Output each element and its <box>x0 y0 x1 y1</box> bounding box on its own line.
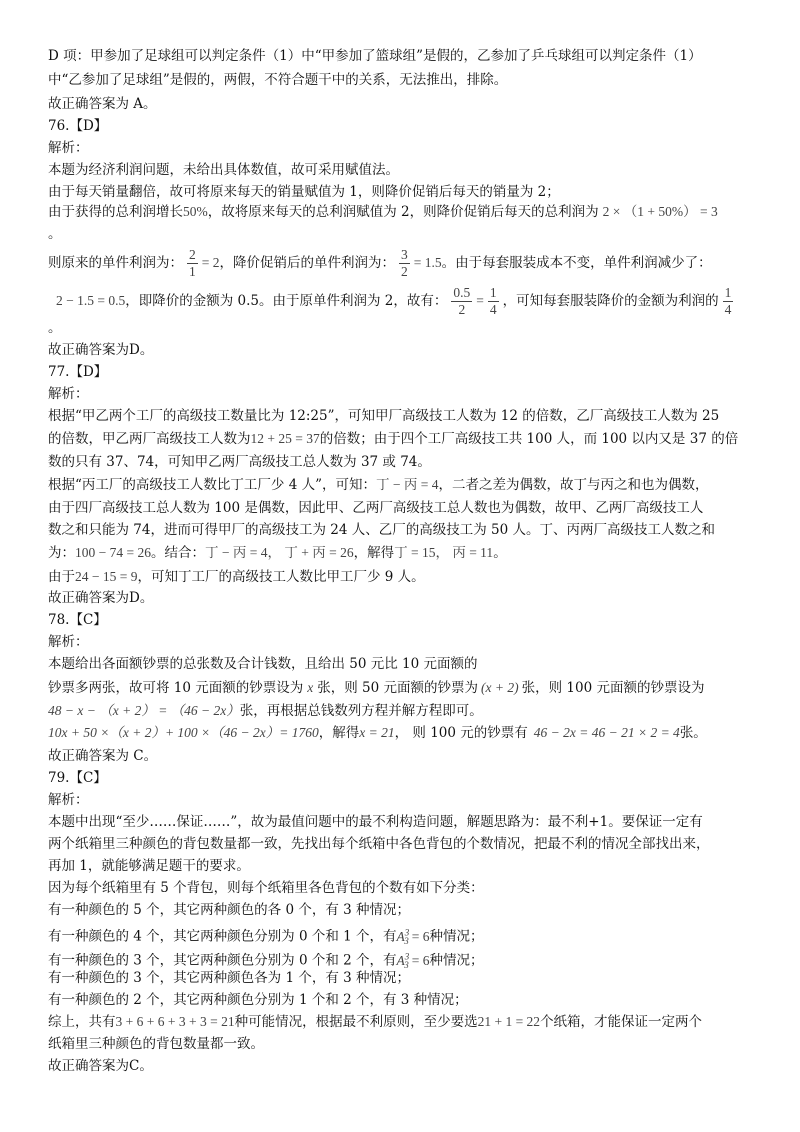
text-run: 张，则 50 元面额的钞票为 <box>317 680 479 696</box>
text-run: 个纸箱，才能保证一定两个 <box>540 1014 703 1030</box>
fraction-denominator: 2 <box>401 264 408 279</box>
text-line: 数的只有 37、74，可知甲乙两厂高级技工总人数为 37 或 74。 <box>48 454 431 470</box>
text-run: 有一种颜色的 3 个，其它两种颜色分别为 0 个和 2 个，有 <box>48 952 397 969</box>
text-run: ， 则 100 元的钞票有 <box>394 725 528 741</box>
text-run: 。由于每套服装成本不变，单件利润减少了： <box>441 255 712 271</box>
text-line <box>48 542 760 564</box>
text-line: 由于四厂高级技工总人数为 100 是偶数，因此甲、乙两厂高级技工总人数也为偶数，故甲、乙两厂高级技工人 <box>48 500 704 516</box>
math-expression: 21 + 1 = 22 <box>477 1014 541 1029</box>
text-run: 为： <box>48 545 75 561</box>
fraction <box>451 285 472 318</box>
question-number: 77.【D】 <box>48 364 108 380</box>
fraction <box>488 285 499 318</box>
question-number: 78.【C】 <box>48 612 107 628</box>
math-expression: 12 + 25 = 37 <box>250 431 320 446</box>
text-run: 的倍数；由于四个工厂高级技工共 100 人，而 100 以内又是 37 的倍 <box>319 431 739 447</box>
answer-line: 故正确答案为 A。 <box>48 96 157 112</box>
fraction-denominator: 1 <box>189 264 196 279</box>
text-line <box>48 722 760 744</box>
math-expression: = 6 <box>411 952 430 968</box>
answer-line: 故正确答案为 C。 <box>48 748 158 764</box>
math-expression: 丁 − 丙 = 4， 丁 + 丙 = 26 <box>204 545 354 560</box>
text-line <box>48 282 760 322</box>
math-expression: 丁 − 丙 = 4 <box>375 477 439 492</box>
fraction <box>187 247 198 280</box>
text-line: 因为每个纸箱里有 5 个背包，则每个纸箱里各色背包的个数有如下分类： <box>48 880 484 896</box>
text-run: 张，则 100 元面额的钞票设为 <box>521 680 705 696</box>
answer-line: 故正确答案为C。 <box>48 1058 153 1074</box>
fraction-numerator: 0.5 <box>453 285 471 300</box>
question-number: 79.【C】 <box>48 770 107 786</box>
text-line: 两个纸箱里三种颜色的背包数量都一致，先找出每个纸箱中各色背包的个数情况，把最不利的情况全部找出来， <box>48 836 710 852</box>
text-line <box>48 200 760 224</box>
permutation-symbol: $A^3_3$ <box>396 951 410 971</box>
text-run: 张。 <box>679 725 707 741</box>
text-line <box>48 566 760 588</box>
text-line: 本题给出各面额钞票的总张数及合计钱数，且给出 50 元比 10 元面额的 <box>48 656 478 672</box>
fraction-denominator: 2 <box>458 302 466 317</box>
math-expression: 2 × （1 + 50%） = 3 <box>602 204 718 219</box>
text-run: 综上，共有 <box>48 1014 116 1030</box>
math-expression: 50% <box>183 204 208 219</box>
math-expression: 48 − x − （x + 2） = （46 − 2x） <box>48 703 240 718</box>
analysis-label: 解析： <box>48 792 89 808</box>
analysis-label: 解析： <box>48 140 89 156</box>
text-run: 由于 <box>48 569 75 585</box>
answer-line: 故正确答案为D。 <box>48 590 154 606</box>
math-expression: = 6 <box>411 928 430 944</box>
math-expression: 100 − 74 = 26 <box>75 545 151 560</box>
text-run: ，降价促销后的单件利润为： <box>219 255 395 271</box>
text-run: ，解得 <box>318 725 360 741</box>
text-line: 。 <box>48 320 62 336</box>
math-expression: x = 21 <box>359 725 395 740</box>
text-run: 根据“丙工厂的高级技工人数比丁工厂少 4 人”，可知： <box>48 477 376 493</box>
fraction-numerator: 2 <box>189 247 196 262</box>
answer-line: 故正确答案为D。 <box>48 342 154 358</box>
text-line: 中“乙参加了足球组”是假的，两假，不符合题干中的关系，无法推出，排除。 <box>48 72 508 88</box>
text-line: 有一种颜色的 2 个，其它两种颜色分别为 1 个和 2 个，有 3 种情况； <box>48 992 468 1008</box>
text-line: 数之和只能为 74，进而可得甲厂的高级技工为 24 人、乙厂的高级技工为 50 人。丁、丙两厂高级技工人数之和 <box>48 522 715 538</box>
math-expression: = 2 <box>201 255 220 270</box>
text-line: 。 <box>48 226 62 242</box>
math-expression: 46 − 2x = 46 − 21 × 2 = 4 <box>533 725 680 740</box>
text-line: D 项：甲参加了足球组可以判定条件（1）中“甲参加了篮球组”是假的，乙参加了乒乓球组可以判定条件（1） <box>48 48 702 64</box>
text-run: 种可能情况，根据最不利原则，至少要选 <box>234 1014 478 1030</box>
math-expression: 2 − 1.5 = 0.5 <box>56 293 126 308</box>
text-run: 钞票多两张，故可将 10 元面额的钞票设为 <box>48 680 304 696</box>
math-expression: 10x + 50 ×（x + 2）+ 100 ×（46 − 2x）= 1760 <box>48 725 319 740</box>
math-expression: = 1.5 <box>413 255 442 270</box>
math-expression: 丁 = 15， 丙 = 11 <box>394 545 494 560</box>
text-run: 有一种颜色的 4 个，其它两种颜色分别为 0 个和 1 个，有 <box>48 928 397 945</box>
text-run: 的倍数，甲乙两厂高级技工人数为 <box>48 431 251 447</box>
math-expression: 3 + 6 + 6 + 3 + 3 = 21 <box>115 1014 235 1029</box>
text-line: 根据“甲乙两个工厂的高级技工数量比为 12:25”，可知甲厂高级技工人数为 12 的倍数，乙厂高级技工人数为 25 <box>48 408 720 424</box>
text-line: 由于每天销量翻倍，故可将原来每天的销量赋值为 1，则降价促销后每天的销量为 2； <box>48 184 560 200</box>
text-run: ，可知丁工厂的高级技工人数比甲工厂少 9 人。 <box>137 569 425 585</box>
text-line: 本题中出现“至少……保证……”，故为最值问题中的最不利构造问题，解题思路为：最不利+1。要保证一定有 <box>48 814 703 830</box>
text-run: 。结合： <box>150 545 205 561</box>
text-line <box>48 676 760 700</box>
text-run: 种情况； <box>429 952 484 969</box>
fraction <box>399 247 410 280</box>
fraction-numerator: 3 <box>401 247 408 262</box>
fraction-denominator: 4 <box>724 302 732 317</box>
text-run: 种情况； <box>429 928 484 945</box>
text-run: ，故将原来每天的总利润赋值为 2，则降价促销后每天的总利润为 <box>207 204 599 220</box>
text-line: 有一种颜色的 3 个，其它两种颜色各为 1 个，有 3 种情况； <box>48 970 411 986</box>
analysis-label: 解析： <box>48 634 89 650</box>
text-line: 有一种颜色的 5 个，其它两种颜色的各 0 个，有 3 种情况； <box>48 902 411 918</box>
text-run: ，即降价的金额为 0.5。由于原单件利润为 2，故有： <box>125 293 448 309</box>
math-variable: x <box>307 680 314 695</box>
math-expression: (x + 2) <box>481 680 519 695</box>
text-run: ，可知每套服装降价的金额为利润的 <box>502 293 719 309</box>
text-run: 张，再根据总钱数列方程并解方程即可。 <box>239 703 483 719</box>
text-line <box>48 700 760 722</box>
fraction-denominator: 4 <box>489 302 497 317</box>
fraction <box>723 285 734 318</box>
fraction-numerator: 1 <box>724 285 732 300</box>
text-line: 再加 1，就能够满足题干的要求。 <box>48 858 250 874</box>
text-line <box>48 474 760 496</box>
text-line <box>48 428 760 450</box>
text-line: 本题为经济利润问题，未给出具体数值，故可采用赋值法。 <box>48 162 399 178</box>
math-expression: 24 − 15 = 9 <box>75 569 138 584</box>
text-run: 。 <box>493 545 507 561</box>
text-run: ，二者之差为偶数，故丁与丙之和也为偶数， <box>438 477 709 493</box>
question-number: 76.【D】 <box>48 118 108 134</box>
math-expression: = <box>476 293 484 308</box>
text-line <box>48 1010 760 1034</box>
text-run: 则原来的单件利润为： <box>48 255 183 271</box>
text-run: ，解得 <box>353 545 395 561</box>
analysis-label: 解析： <box>48 386 89 402</box>
fraction-numerator: 1 <box>489 285 497 300</box>
text-line <box>48 244 760 284</box>
text-run: 由于获得的总利润增长 <box>48 204 183 220</box>
permutation-symbol: $A^3_3$ <box>396 927 410 947</box>
text-line: 纸箱里三种颜色的背包数量都一致。 <box>48 1036 264 1052</box>
